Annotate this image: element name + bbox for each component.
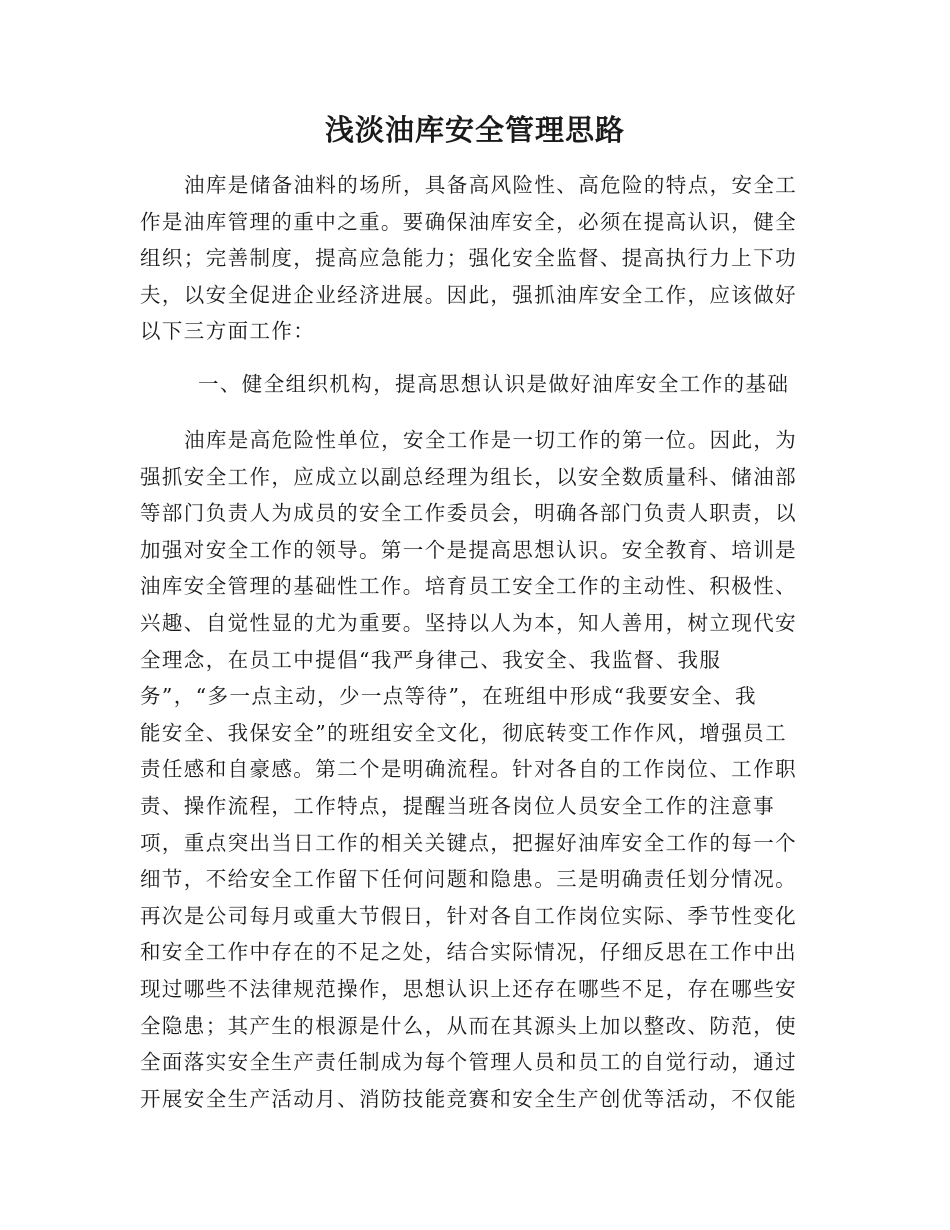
text-line: 等部门负责人为成员的安全工作委员会，明确各部门负责人职责，以 bbox=[140, 501, 797, 526]
text-line: 能安全、我保安全”的班组安全文化，彻底转变工作作风，增强员工 bbox=[140, 720, 787, 745]
text-line: 全面落实安全生产责任制成为每个管理人员和员工的自觉行动，通过 bbox=[140, 1050, 797, 1075]
text-line: 加强对安全工作的领导。第一个是提高思想认识。安全教育、培训是 bbox=[140, 537, 797, 562]
text-line: 全理念，在员工中提倡“我严身律己、我安全、我监督、我服 bbox=[140, 647, 722, 672]
intro-paragraph bbox=[140, 167, 810, 350]
text-line: 夫，以安全促进企业经济进展。因此，强抓油库安全工作，应该做好 bbox=[140, 282, 797, 307]
text-line: 细节，不给安全工作留下任何问题和隐患。三是明确责任划分情况。 bbox=[140, 867, 797, 892]
section-heading bbox=[140, 366, 810, 403]
text-line: 全隐患；其产生的根源是什么，从而在其源头上加以整改、防范，使 bbox=[140, 1013, 797, 1038]
text-line: 和安全工作中存在的不足之处，结合实际情况，仔细反思在工作中出 bbox=[140, 940, 797, 965]
text-line: 油库安全管理的基础性工作。培育员工安全工作的主动性、积极性、 bbox=[140, 574, 797, 599]
text-line: 兴趣、自觉性显的尤为重要。坚持以人为本，知人善用，树立现代安 bbox=[140, 610, 797, 635]
text-line: 责任感和自豪感。第二个是明确流程。针对各自的工作岗位、工作职 bbox=[140, 757, 797, 782]
text-line: 油库是高危险性单位，安全工作是一切工作的第一位。因此，为 bbox=[184, 428, 798, 452]
text-line: 开展安全生产活动月、消防技能竞赛和安全生产创优等活动，不仅能 bbox=[140, 1086, 797, 1111]
text-line: 组织；完善制度，提高应急能力；强化安全监督、提高执行力上下功 bbox=[140, 246, 797, 271]
text-line: 作是油库管理的重中之重。要确保油库安全，必须在提高认识，健全 bbox=[140, 209, 797, 234]
text-line: 项，重点突出当日工作的相关关键点，把握好油库安全工作的每一个 bbox=[140, 830, 797, 855]
text-line: 油库是储备油料的场所，具备高风险性、高危险的特点，安全工 bbox=[184, 173, 798, 197]
text-line: 现过哪些不法律规范操作，思想认识上还存在哪些不足，存在哪些安 bbox=[140, 976, 797, 1001]
text-line: 再次是公司每月或重大节假日，针对各自工作岗位实际、季节性变化 bbox=[140, 903, 797, 928]
text-line: 务”，“多一点主动，少一点等待”，在班组中形成“我要安全、我 bbox=[140, 684, 757, 709]
text-line: 强抓安全工作，应成立以副总经理为组长，以安全数质量科、储油部 bbox=[140, 464, 797, 489]
text-line: 责、操作流程，工作特点，提醒当班各岗位人员安全工作的注意事 bbox=[140, 793, 776, 818]
section-paragraph bbox=[140, 422, 810, 1117]
text-line: 以下三方面工作： bbox=[140, 319, 316, 344]
section-heading-text: 一、健全组织机构，提高思想认识是做好油库安全工作的基础 bbox=[198, 372, 790, 396]
document-title: 浅淡油库安全管理思路 bbox=[324, 113, 625, 147]
